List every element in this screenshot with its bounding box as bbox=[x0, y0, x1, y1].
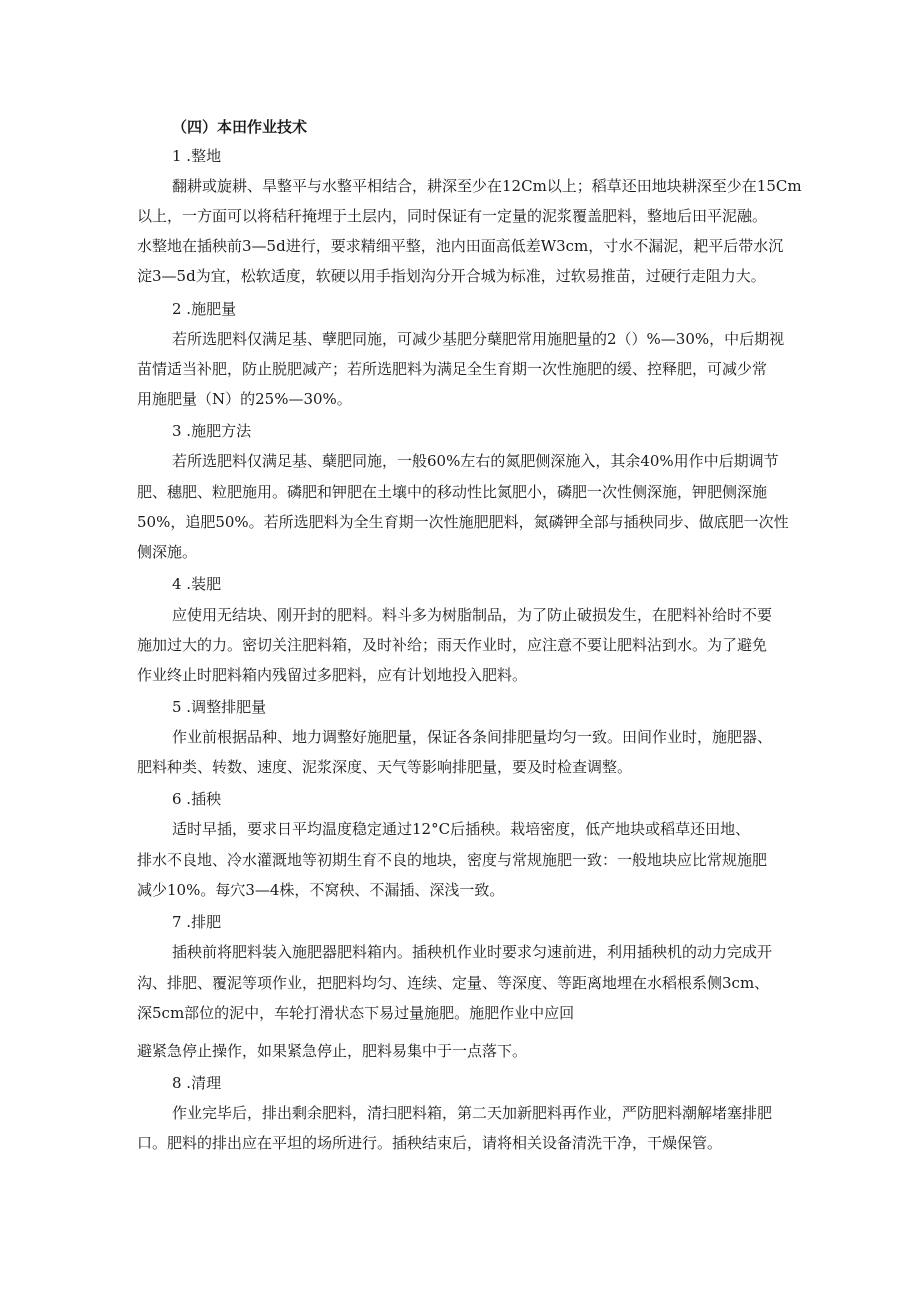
paragraph-line: 适时早插，要求日平均温度稳定通过12°C后插秧。栽培密度，低产地块或稻草还田地、 bbox=[172, 820, 751, 838]
paragraph-line: 水整地在插秧前3—5d进行，要求精细平整，池内田面高低差W3cm，寸水不漏泥，耙平后带水沉 bbox=[137, 237, 784, 255]
paragraph-line: 肥、穗肥、粒肥施用。磷肥和钾肥在土壤中的移动性比氮肥小，磷肥一次性侧深施，钾肥侧深施 bbox=[137, 483, 768, 501]
paragraph-line: 应使用无结块、刚开封的肥料。料斗多为树脂制品，为了防止破损发生，在肥料补给时不要 bbox=[172, 606, 773, 624]
paragraph-line: 避紧急停止操作，如果紧急停止，肥料易集中于一点落下。 bbox=[137, 1042, 528, 1060]
paragraph-line: 翻耕或旋耕、旱整平与水整平相结合，耕深至少在12Cm以上；稻草还田地块耕深至少在15Cm bbox=[172, 177, 802, 195]
subheading-1: 1 .整地 bbox=[172, 147, 222, 165]
section-title: （四）本田作业技术 bbox=[172, 118, 308, 136]
paragraph-line: 口。肥料的排出应在平坦的场所进行。插秧结束后，请将相关设备清洗干净，干燥保管。 bbox=[137, 1134, 723, 1152]
paragraph-line: 若所选肥料仅满足基、孽肥同施，可减少基肥分蘖肥常用施肥量的2（）%—30%，中后期视 bbox=[172, 330, 785, 348]
subheading-8: 8 .清理 bbox=[172, 1074, 222, 1092]
paragraph-line: 用施肥量（N）的25%—30%。 bbox=[137, 390, 352, 408]
paragraph-line: 淀3—5d为宜，松软适度，软硬以用手指划沟分开合城为标准，过软易推苗，过硬行走阻力大。 bbox=[137, 267, 766, 285]
paragraph-line: 减少10%。每穴3—4株，不窝秧、不漏插、深浅一致。 bbox=[137, 881, 505, 899]
subheading-7: 7 .排肥 bbox=[172, 913, 222, 931]
paragraph-line: 肥料种类、转数、速度、泥浆深度、天气等影响排肥量，要及时检查调整。 bbox=[137, 758, 633, 776]
subheading-5: 5 .调整排肥量 bbox=[172, 698, 267, 716]
paragraph-line: 作业前根据品种、地力调整好施肥量，保证各条间排肥量均匀一致。田间作业时，施肥器、 bbox=[172, 728, 773, 746]
paragraph-line: 排水不良地、冷水灌溉地等初期生育不良的地块，密度与常规施肥一致：一般地块应比常规施肥 bbox=[137, 851, 768, 869]
paragraph-line: 插秧前将肥料装入施肥器肥料箱内。插秧机作业时要求匀速前进，利用插秧机的动力完成开 bbox=[172, 943, 773, 961]
paragraph-line: 深5cm部位的泥中，车轮打滑状态下易过量施肥。施肥作业中应回 bbox=[137, 1004, 575, 1022]
paragraph-line: 作业完毕后，排出剩余肥料，清扫肥料箱，第二天加新肥料再作业，严防肥料潮解堵塞排肥 bbox=[172, 1104, 773, 1122]
paragraph-line: 50%，追肥50%。若所选肥料为全生育期一次性施肥肥料，氮磷钾全部与插秧同步、做底肥一次性 bbox=[137, 513, 789, 531]
subheading-3: 3 .施肥方法 bbox=[172, 422, 252, 440]
paragraph-line: 若所选肥料仅满足基、蘖肥同施，一般60%左右的氮肥侧深施入，其余40%用作中后期调节 bbox=[172, 452, 779, 470]
subheading-6: 6 .插秧 bbox=[172, 790, 222, 808]
subheading-2: 2 .施肥量 bbox=[172, 300, 237, 318]
paragraph-line: 苗情适当补肥，防止脱肥减产；若所选肥料为满足全生育期一次性施肥的缓、控释肥，可减少常 bbox=[137, 360, 768, 378]
paragraph-line: 侧深施。 bbox=[137, 543, 198, 561]
subheading-4: 4 .装肥 bbox=[172, 575, 222, 593]
paragraph-line: 作业终止时肥料箱内残留过多肥料，应有计划地投入肥料。 bbox=[137, 666, 528, 684]
paragraph-line: 施加过大的力。密切关注肥料箱，及时补给；雨天作业时，应注意不要让肥料沾到水。为了避免 bbox=[137, 636, 768, 654]
paragraph-line: 沟、排肥、覆泥等项作业，把肥料均匀、连续、定量、等深度、等距离地埋在水稻根系侧3cm、 bbox=[137, 974, 770, 992]
paragraph-line: 以上，一方面可以将秸秆掩埋于土层内，同时保证有一定量的泥浆覆盖肥料，整地后田平泥融。 bbox=[137, 207, 768, 225]
